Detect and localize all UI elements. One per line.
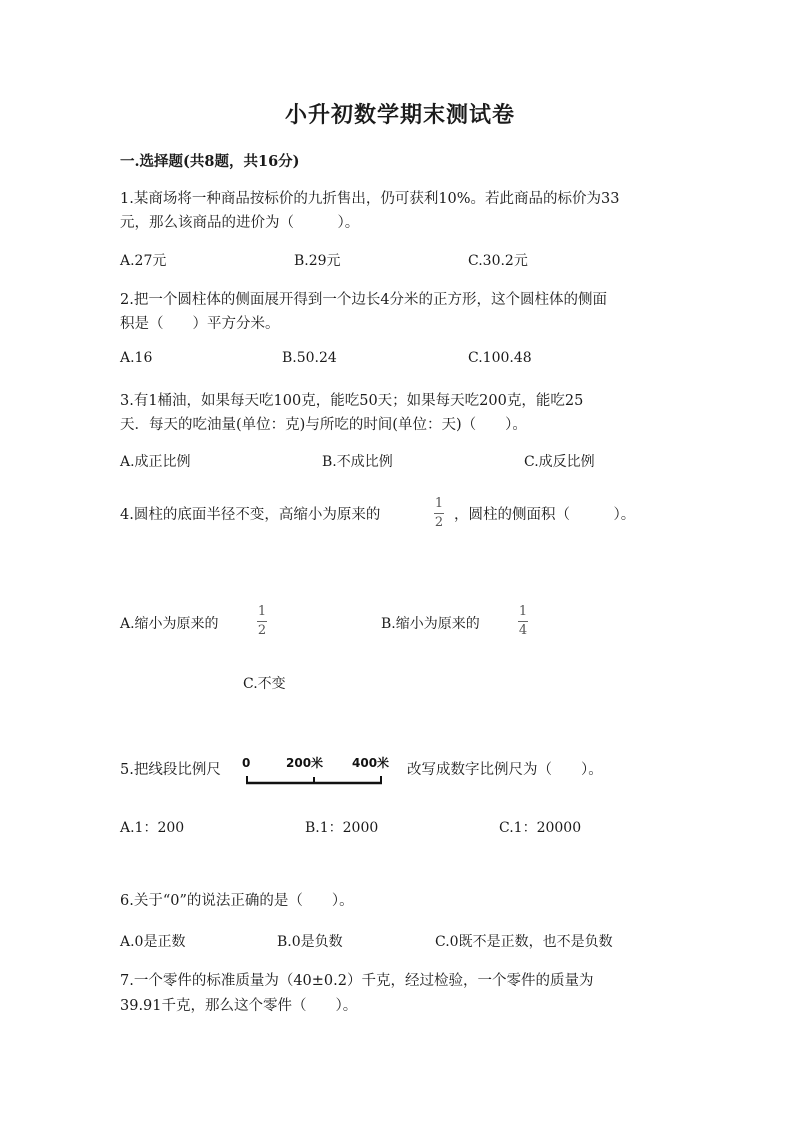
- question-4-option-b-numerator: 1: [518, 604, 528, 619]
- question-3-line-2: 天．每天的吃油量(单位：克)与所吃的时间(单位：天)（ ）。: [120, 417, 527, 433]
- question-4-option-a-fraction: [257, 605, 267, 638]
- question-3-option-c: C.成反比例: [524, 454, 595, 470]
- fraction-bar: [518, 621, 528, 622]
- question-2-option-c: C.100.48: [468, 350, 532, 366]
- fraction-bar: [434, 513, 444, 514]
- line-segment-scale: [240, 752, 400, 792]
- question-5-text-after: 改写成数字比例尺为（ ）。: [407, 762, 603, 778]
- question-4-option-b: B.缩小为原来的: [381, 616, 480, 632]
- scale-label-200: 200米: [286, 756, 324, 770]
- question-1-option-b: B.29元: [294, 253, 341, 269]
- question-7-line-2: 39.91千克，那么这个零件（ ）。: [120, 998, 358, 1014]
- question-6-line-1: 6.关于“0”的说法正确的是（ ）。: [120, 893, 354, 909]
- question-4-fraction: [434, 497, 444, 530]
- question-4-option-b-fraction: [518, 605, 528, 638]
- fraction-bar: [257, 621, 267, 622]
- question-1-line-2: 元，那么该商品的进价为（ ）。: [120, 215, 360, 231]
- question-5-option-a: A.1：200: [120, 820, 185, 836]
- question-4-option-a: A.缩小为原来的: [120, 616, 219, 632]
- section-heading: 一.选择题(共8题，共16分): [120, 153, 300, 170]
- page-title: 小升初数学期末测试卷: [284, 102, 515, 128]
- scale-label-400: 400米: [352, 756, 390, 770]
- question-4-option-a-numerator: 1: [257, 604, 267, 619]
- question-4-option-b-denominator: 4: [518, 623, 528, 638]
- question-7-line-1: 7.一个零件的标准质量为（40±0.2）千克，经过检验，一个零件的质量为: [120, 973, 594, 989]
- question-3-line-1: 3.有1桶油，如果每天吃100克，能吃50天；如果每天吃200克，能吃25: [120, 393, 584, 409]
- question-4-option-c: C.不变: [243, 676, 286, 692]
- question-6-option-b: B.0是负数: [277, 934, 343, 950]
- question-4-text-after: ，圆柱的侧面积（ ）。: [454, 507, 636, 523]
- question-5-option-c: C.1：20000: [499, 820, 582, 836]
- question-2-option-b: B.50.24: [282, 350, 337, 366]
- question-2-option-a: A.16: [120, 350, 153, 366]
- question-1-option-a: A.27元: [120, 253, 167, 269]
- question-3-option-b: B.不成比例: [322, 454, 393, 470]
- question-2-line-2: 积是（ ）平方分米。: [120, 316, 280, 332]
- question-5-option-b: B.1：2000: [305, 820, 379, 836]
- question-4-text-before: 4.圆柱的底面半径不变，高缩小为原来的: [120, 507, 381, 523]
- question-3-option-a: A.成正比例: [120, 454, 191, 470]
- question-4-fraction-numerator: 1: [434, 496, 444, 511]
- question-6-option-a: A.0是正数: [120, 934, 186, 950]
- question-1-option-c: C.30.2元: [468, 253, 528, 269]
- question-1-line-1: 1.某商场将一种商品按标价的九折售出，仍可获利10%。若此商品的标价为33: [120, 191, 620, 207]
- scale-label-0: 0: [242, 756, 251, 770]
- question-4-option-a-denominator: 2: [257, 623, 267, 638]
- question-5-text-before: 5.把线段比例尺: [120, 762, 221, 778]
- question-2-line-1: 2.把一个圆柱体的侧面展开得到一个边长4分米的正方形，这个圆柱体的侧面: [120, 292, 608, 308]
- question-4-fraction-denominator: 2: [434, 515, 444, 530]
- question-6-option-c: C.0既不是正数，也不是负数: [435, 934, 613, 950]
